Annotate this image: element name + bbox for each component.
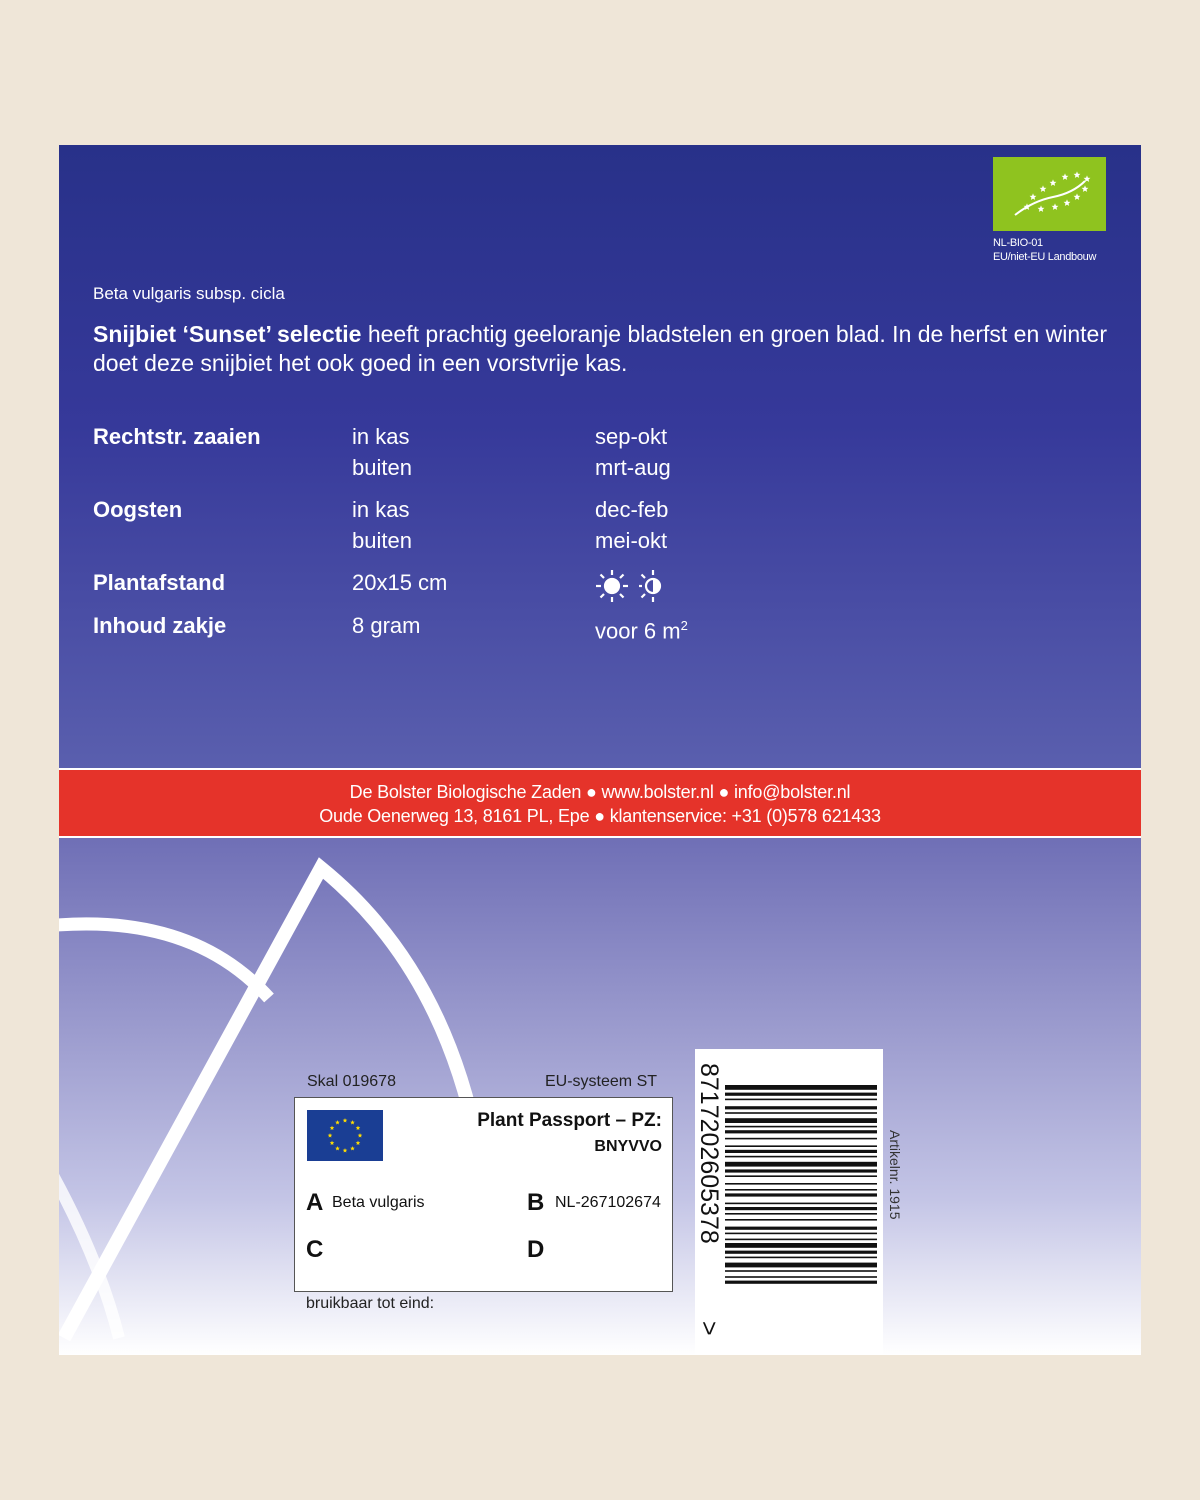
spacing-label: Plantafstand: [93, 570, 226, 595]
passport-letter-b: B: [527, 1189, 545, 1216]
info-panel: [59, 145, 1141, 768]
product-name: Snijbiet ‘Sunset’ selectie: [93, 321, 362, 347]
direct-sow-period-2: mrt-aug: [595, 455, 671, 480]
plant-passport: [294, 1097, 673, 1292]
light-requirement-icons: [595, 568, 665, 609]
certification-code: NL-BIO-01: [993, 237, 1043, 249]
harvest-label: Oogsten: [93, 497, 183, 522]
eu-organic-leaf-icon: [993, 157, 1106, 231]
use-by-label: bruikbaar tot eind:: [306, 1295, 435, 1312]
eu-organic-logo: [993, 157, 1106, 231]
article-number: [885, 1130, 909, 1240]
coverage-superscript: 2: [680, 618, 688, 633]
eu-flag-icon: [307, 1110, 383, 1161]
harvest-locations: [352, 494, 572, 556]
barcode: [695, 1049, 883, 1355]
direct-sow-label: Rechtstr. zaaien: [93, 424, 261, 449]
barcode-bars: [725, 1085, 877, 1284]
harvest-period-1: dec-feb: [595, 497, 669, 522]
harvest-location-1: in kas: [352, 497, 410, 522]
direct-sow-periods: [595, 421, 855, 483]
direct-sow-period-1: sep-okt: [595, 424, 668, 449]
coverage-text: voor 6 m: [595, 618, 681, 644]
contents-value: 8 gram: [352, 613, 421, 638]
spacing-value: 20x15 cm: [352, 570, 448, 595]
half-shade-icon: [639, 570, 660, 602]
harvest-periods: [595, 494, 855, 556]
company-line-1: De Bolster Biologische Zaden ● www.bolster.nl ● info@bolster.nl: [349, 782, 851, 802]
passport-value-b: NL-267102674: [555, 1194, 661, 1211]
company-line-2: Oude Oenerweg 13, 8161 PL, Epe ● klantenservice: +31 (0)578 621433: [319, 806, 881, 826]
barcode-number: 8717202605378: [695, 1063, 723, 1244]
product-description: [93, 320, 1107, 378]
article-number-text: Artikelnr. 1915: [887, 1130, 903, 1220]
plant-passport-code: BNYVVO: [594, 1138, 662, 1155]
barcode-end-mark: >: [695, 1321, 723, 1336]
skal-number: Skal 019678: [307, 1073, 396, 1090]
latin-name: Beta vulgaris subsp. cicla: [93, 284, 285, 303]
harvest-location-2: buiten: [352, 528, 412, 553]
eu-system: EU-systeem ST: [545, 1073, 658, 1090]
passport-letter-d: D: [527, 1236, 545, 1263]
coverage-value: [595, 610, 855, 646]
seed-packet-back: [59, 145, 1141, 1355]
passport-letter-c: C: [306, 1236, 324, 1263]
direct-sow-locations: [352, 421, 572, 483]
passport-letter-a: A: [306, 1189, 324, 1216]
full-sun-icon: [596, 570, 628, 602]
direct-sow-location-1: in kas: [352, 424, 410, 449]
company-band: [59, 770, 1141, 836]
passport-value-a: Beta vulgaris: [332, 1194, 425, 1211]
certification-origin: EU/niet-EU Landbouw: [993, 251, 1097, 263]
direct-sow-location-2: buiten: [352, 455, 412, 480]
product-description-text: heeft prachtig geeloranje bladstelen en groen blad. In de herfst en winter doet deze snijbiet het ook goed in een vorstvrije kas.: [93, 321, 1107, 376]
plant-passport-title: Plant Passport – PZ:: [477, 1110, 662, 1131]
certification-text: [993, 236, 1096, 264]
contents-label: Inhoud zakje: [93, 613, 227, 638]
harvest-period-2: mei-okt: [595, 528, 668, 553]
